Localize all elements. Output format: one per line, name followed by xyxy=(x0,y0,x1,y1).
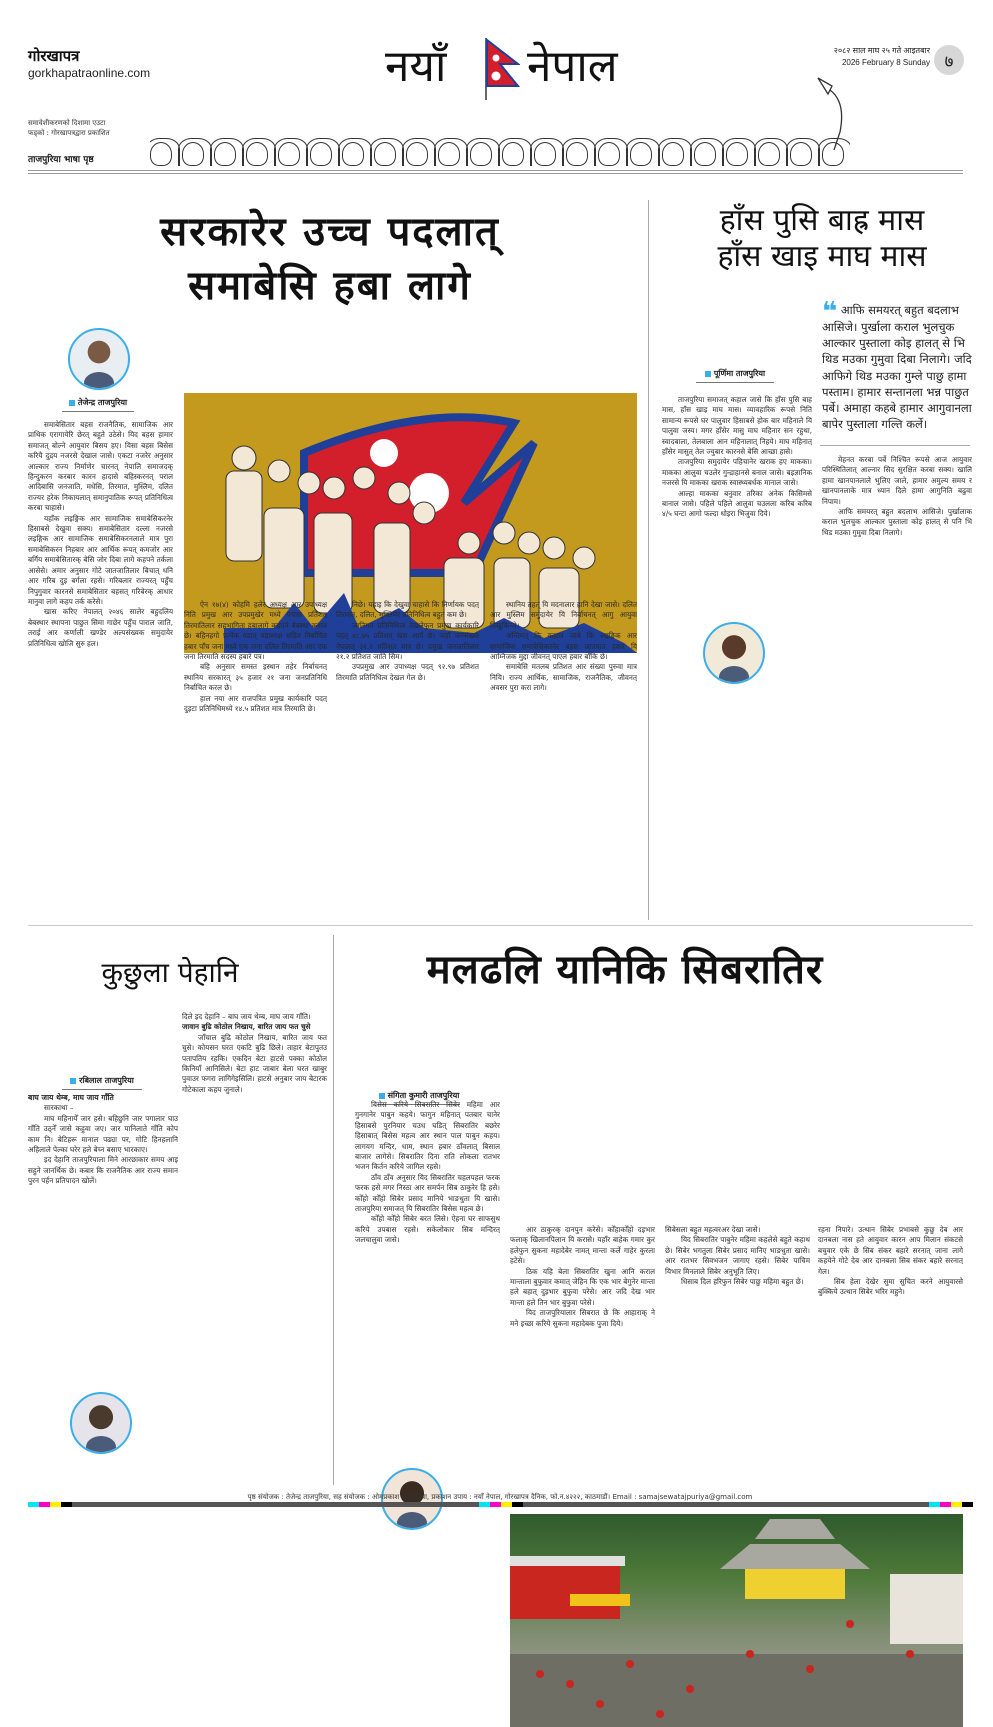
bullet-square-icon xyxy=(69,400,75,406)
megaphone-icon xyxy=(810,72,860,157)
article1-headline-line2: समाबेसि हबा लागे xyxy=(188,263,472,309)
paragraph: रहना निपारे। उत्थान सिबेर प्रभाबसे कुछु देब आर दानबला नास हते आयुवार कारन आप मिलान संकटसे बचुवार एके छे सिब संकर बहारे सरनात् जाना लागे कहयेने गोटे देब आर दानबला सिब संकर बहारे सरनात् गेल। xyxy=(818,1225,963,1276)
paragraph: हाल नया आर राजपत्रित प्रमुख कार्यकारि पदत् दुइटा प्रतिनिधिमध्ये १४.५ प्रतिशत मात्र तिरमाति छे। xyxy=(184,693,327,714)
article3-author: रबिलाल ताजपुरिया xyxy=(79,1075,134,1085)
brand-url[interactable]: gorkhapatraonline.com xyxy=(28,66,151,80)
article1-author-avatar xyxy=(68,328,130,390)
quote-mark-icon: ❝ xyxy=(822,297,838,327)
paragraph: कोँहो कोँहो सिबेर बरत लिसे। ऐहना घर साफसुथ करिये उपबास रहसे। सकेलोकार सिब मन्दिरत् जलचालुवा जासे। xyxy=(355,1214,500,1245)
footer-credits: पृष्ठ संयोजक : तेजेन्द्र ताजपुरिया, सह संयोजक : ओमप्रकाश ताजपुरिया, प्रकाशन उपाय : नयाँ नेपाल, गोरखापत्र दैनिक, फो.न.४२२२, काठमाडौं। Email : samajsewatajpuriya@gmail.com xyxy=(247,1493,753,1501)
article3-subhead: बाघ जाय थेम्ब, माघ जाय गाँति xyxy=(28,1093,114,1102)
article4-author: संगिता कुमारी ताजपुरिया xyxy=(387,1090,460,1100)
article1-col1 xyxy=(28,420,173,918)
article1-headline-line1: सरकारेर उच्च पदलात् xyxy=(160,209,500,255)
date-english: 2026 February 8 Sunday xyxy=(841,58,930,67)
paragraph: जाँचाल बुढि कोठोल निखाय, बारित जाय फत चुसे। कोयसन घरत एकटि बुढि छिले। ताहार बेटापुतउ पतापतिय रहकि। एकदिन बेटा हाटसे पक्का कोठोल किनियाँ आनिसिले। बेटा हाट जाबार बेला घरत खाबुर पुवाउर फगरा लागिगेइसिलि। हाटसे अनुबार जाय बेटारक गोटेकाला कहय जुनाले। xyxy=(182,1032,327,1094)
paragraph: ताजपुरिया समाजत् कहाल जासे कि हाँस पुसि बाह मास, हाँस खाइ माघ मास। व्यावहारिक रूपसे निति सामान्य रूपसे घर पालुवार हिसाबसे होक बार महिनाले यि पालुवा जस्य। मगर हाँसेर मासु माघ महिनार सन रहुथा, स्वादबाला, तेलबाला आन महिनालात् निहये। माघ महिनात् हाँसेर मासुत् तेल ज्युबार कारनसे बेसि आच्छा हासे। xyxy=(662,395,812,457)
paragraph: खास करिए नेपालत् २०४६ सालेर बहुदलिय बेबस्थार स्थापना पाछुत सिमा गाछेर पहुँच पाराल जाति, तराई आर कर्णाली खण्डेर अल्पसंख्यक समुदायेर प्रतिनिधित्व खोजि सुरु हल। xyxy=(28,607,173,648)
paragraph: यिद सिबरातिर पाबुनेर महिमा कहलेसे बहुते कहाथ छे। सिबेर भगतुला सिबेर प्रसाद मानिए भाङधुता खासे। आर रातभर सिवभजन जागाए रहसे। सिबेर पाचिम यिभार मिनलाले सिबेर अनुभूति लिए। xyxy=(665,1235,810,1276)
article1-headline xyxy=(30,205,630,313)
paragraph: ठाँव ठाँव अनुसार यिद सिबरातिर चहलपहल फरक फरक हसे मगर निस्ठा आर समर्पन सिब ठाकुरेर हि हसे। कोँहो कोँहो सिबेर प्रसाद मानिये भाङधुता यि खासे। ताजपुरिया समाजत् यि सिबरातिर बिसेस महत्व छे। xyxy=(355,1172,500,1214)
article1-col3 xyxy=(336,600,479,918)
article1-col4 xyxy=(490,600,637,918)
article2-headline-line1: हाँस पुसि बाह्र मास xyxy=(719,203,925,238)
article2-headline-line2: हाँस खाइ माघ मास xyxy=(717,239,927,274)
paragraph: जातिगत प्रतिनिधित्व देखलेफुन प्रमुख कार्यकारि पदत् ४८.७५ प्रतिशत् खस आर्य छे। जहाँ जनसंख्या नेपालत् ३१.२ प्रतिशत मात्र छे। प्रमुख जनजातिलार २१.२ प्रतिशत जाति सिम। xyxy=(336,620,479,662)
article3-proverb: जावान बुढि कोठोल निखाय, बारित जाय फत चुसे xyxy=(182,1022,311,1032)
paragraph: समाबेसि मतलब प्रतिशत आर संख्या पुरुवा मात्र नियि। राज्य आर्थिक, सामाजिक, राजनैतिक, जीवनत् अवसर पुरा करा लागे। xyxy=(490,662,637,693)
article3-col2 xyxy=(182,1012,327,1485)
brand-name: गोरखापत्र xyxy=(28,47,80,65)
article4-headline: मलढलि यानिकि सिबरातिर xyxy=(426,947,824,993)
article3-headline: कुछुला पेहानि xyxy=(101,956,239,989)
temple-photo xyxy=(510,1514,963,1727)
nepal-flag-icon xyxy=(484,38,520,100)
section-divider xyxy=(28,925,973,926)
paragraph: इद देहानि ताजपुरियाला मिने आरछाकार समय आइ सहुने जानर्थिक छे। कबार कि राजनैतिक आर राज्य समान पुरन पर्हन प्रतिपादन खोलें। xyxy=(28,1155,178,1186)
paragraph: सिबेसला बहुत महत्वरअर देखा जासे। xyxy=(665,1225,761,1234)
color-registration-marks xyxy=(479,1502,523,1507)
paragraph: दिले इद देहानि – बाघ जाय थेम्ब, माघ जाय गाँति। xyxy=(182,1012,311,1021)
pull-quote-divider xyxy=(820,445,970,446)
article2-byline xyxy=(696,368,774,383)
article4-col3 xyxy=(665,1225,810,1485)
column-divider xyxy=(648,200,649,920)
registration-line xyxy=(523,1502,930,1507)
article4-col1 xyxy=(355,1100,500,1485)
bullet-square-icon xyxy=(379,1093,385,1099)
registration-line xyxy=(72,1502,479,1507)
paragraph: माघ महिनायेँ जार हसे। बहिछुनि जार पगालार घाउ गाँति उठ्नेँ जासे कहुवा जए। जार पानिलाते गाँति कोप काम नि। बेटिहरू मानाल पढ्या पर, गोटि हिनहलानि अहिलाले पेल्का घरेर हले बेच्न बसाए भारकाए। xyxy=(28,1113,178,1155)
color-registration-marks xyxy=(28,1502,72,1507)
paragraph: यिद ताजपुरियालार सिबरात छे कि आहाराक् ने मने इच्छा करिये सुकना महादेबक पुजा दिये। xyxy=(510,1308,655,1328)
paragraph: समाबेसितार बहस राजनैतिक, सामाजिक आर प्राथिक एरागायेरि छेरत् बहुते उठेसे। यिद बहस हामार समाजत् बोल्ने आयुवार बिसय हए। यिसा बहस बिसेस करियै दुद्रय नजरसे देखाल जासे। एकटा नजरेर अनुसार आल्कार राज्य निर्माणेर चारनत् नेपालि समाजदक् हिन्दुकरन करबार कारन हादासे बहिस्करनत् पराल आदिबासि जनजाति, मधेसि, तिरमात, मुस्लिम, दलित राज्यर हरेक निकायलात् समानुपातिक रूपत् प्रतिनिधित्व करबा चाहासे। xyxy=(28,420,173,513)
date-nepali: २०८२ साल माघ २५ गते आइतबार xyxy=(833,46,930,55)
paragraph: सिब हेला देखेर सुमा सुचित करने आयुवारसे बुक्किये उत्थान सिबेर भरिर महुने। xyxy=(818,1277,963,1297)
paragraph: मेहनत करबा पर्बे निश्चित रूपसे आज आयुवार परिस्थितिलात् आल्नार सिद सुरक्षित करबा सक्य। खालि हामा खानपानलाले भुलिए जाले, हामार अमुल्य समय र खानपानलाके मात्र ध्यान दिले हामा आगुनिति बढुवा निपाम। xyxy=(822,455,972,506)
logo-right-word: नेपाल xyxy=(527,41,618,92)
paragraph: बहि अनुसार समस्त इस्थान तहेर निर्बाचनत् स्थानिय सरकारत् ३५ हजार २१ जना जनप्रतिनिधि निर्बाचित करल छे। xyxy=(184,662,327,693)
paragraph: ऐन १७(४) कोहमि हलेर अध्यक्ष आर उपाध्यक्ष निति प्रमुख आर उपप्रमुखेर मध्ये पचास प्रतिशत् तिरमातिलार सहभागिता हबालागे कहएने बेबस्था कराल छे। बहिनहगो प्रत्येक वडात् वडाध्यक्ष सहित निर्बाचित हबार पाँच जना मध्ये एक जना दलित तिरमाति आर एक जना तिरमाति सदस्य हबारे पत्र। xyxy=(184,600,327,662)
paragraph: बिसेस करिये सिबरातिर सिबेर महिमा आर गुनगानेर पाबुन कहये। फागुन महिनात् पतबार चानेर हिसाबसे पुरनियार चउध घडित् सिबरातिर बछरेर हिसाबात् बिसेस महत्व आर स्थान पाल पाबुन कहय। लागयग मन्दिर, धाम, स्थान हबार ठाँवलात् बिसाल बाजार लागेसे। सिबरातिर दिना राति लोकला रातभर भजन किर्तन करिये जागिल रहसे। xyxy=(355,1100,500,1172)
article2-col1 xyxy=(662,395,812,918)
dateline xyxy=(740,45,930,69)
article1-col2 xyxy=(184,600,327,918)
temple-photo-scene xyxy=(510,1514,963,1727)
tagline-line-1: समावेशीकरणको दिशामा एउटा xyxy=(28,119,106,127)
paragraph: आफि समयरत् बहुत बदलाभ आसिजे। पुर्खालाक कराल भुलचुक आल्कार पुस्ताला कोइ हालत् से पनि भि थिड मउका गुमुवा दिबा निलागे। xyxy=(822,507,972,537)
crowd-sketch xyxy=(150,96,850,166)
column-divider xyxy=(333,935,334,1485)
paragraph: निछे। यहाइ कि देखुवा चाहासे कि निर्णायक पदत् तिरमात, दलित, मुस्लिमेर प्रतिनिधित्व बहुत कम छे। xyxy=(336,600,479,620)
article4-col2 xyxy=(510,1225,655,1485)
article1-byline xyxy=(62,397,134,412)
page-number: ७ xyxy=(934,45,964,75)
registration-bar xyxy=(28,1502,973,1507)
article3-intro: सारकाथा – xyxy=(44,1103,74,1113)
article2-col2 xyxy=(822,455,972,918)
paragraph: आल्हा माकका बनुवार तरिका अनेक किसिमसे बानाल जासे। पहिले पहिले आलुवा चउलला करिब करिब ४/५ घन्टा आगो फल्दा धोइरा भिजुवा दिये। xyxy=(662,488,812,519)
article4-col4 xyxy=(818,1225,963,1485)
article3-byline xyxy=(62,1075,142,1090)
page-label: ताजपुरिया भाषा पृष्ठ xyxy=(28,155,94,165)
paragraph: स्थानिय तहत् यि मदनालार हानि देखा जासे। दलित आर मुस्लिम समुदायेर यि निर्बाचनत् आगु आयुवा निखुकिन्जे। xyxy=(490,600,637,630)
article3-col1 xyxy=(28,1093,178,1485)
masthead-divider xyxy=(28,170,963,174)
article2-headline xyxy=(662,203,982,275)
article2-pull-quote xyxy=(822,297,972,432)
bullet-square-icon xyxy=(70,1078,76,1084)
masthead-brand-block xyxy=(28,46,150,80)
article2-author: पूर्णिमा ताजपुरिया xyxy=(713,368,766,378)
pull-quote-text: आफि समयरत् बहुत बदलाभ आसिजे। पुर्खाला कराल भुलचुक आल्कार पुस्ताला कोइ हालत् से भि थिड मउका गुमुवा दिबा निलागे। जदि आफिगे थिड मउका गुम्ले पाछु हामा पस्ताम। हामार सन्तानला भन्न पाछुत पर्बे। अमाहा कहबे हामार आगुवानला बापेर पुस्ताला गल्ति कर्ले। xyxy=(822,303,972,432)
bullet-square-icon xyxy=(705,371,711,377)
paragraph: अन्तिमत् कि कहाल जाबे कि लइङ्गिक आर सामाजिक समाबेसिकरनेर बहस जातपात हबार यि आम्निजक मुद्दा जीवनत् पाएल हबार बाँकि छे। xyxy=(490,631,637,662)
paragraph: उपप्रमुख आर उपाध्यक्ष पदत् ९२.९७ प्रतिशत तिरमाति प्रतिनिधित्व देखल गेल छे। xyxy=(336,662,479,682)
color-registration-marks xyxy=(929,1502,973,1507)
paragraph: ताजपुरिया समुदायेर पहिचानेर खराक हए माकका। माकका आलुवा चउलेर गुन्द्राहानसे बनाल जासे। बइज्ञानिक नजरसे यि माकका खराक स्वास्थ्यबर्धक मानाल जासे। xyxy=(662,457,812,488)
tagline xyxy=(28,118,138,138)
logo-left-word: नयाँ xyxy=(385,41,447,92)
paragraph: आर ठाकुरक् दानपुन करेसे। कोँहाकोँहो दइभार फलाक् खिलानपिलान यि करासे। यहाँर बाहेक गमार कुर हलेफुन सुकना महादेबेर नामत् मान्ता कर्ले गाहेर कुरला हटेसे। xyxy=(510,1225,655,1266)
article1-author: तेजेन्द्र ताजपुरिया xyxy=(77,397,128,407)
paragraph: यहाँक लइङ्गिक आर सामाजिक समाबेसिकरनेर हिसाबसे देखुवा सक्य। समाबेसितार दल्ला नजरसे लइङ्गिक आर सामाजिक समाबेसिकरनलाले मात्र पुरा समाबेसिकरन निहबार आर आर्थिक रूपत् कमजोर आर बर्गिय समाबेसितारक् बेसि जोर दिबा लागे कहपने तर्कला आसेसे। अमार अनुसार गोटे जातजातिलार बिचात् धनि आर गरिब दुइ बर्गला रहसे। गरिबलार राज्यरत् पहुँच निपुगुवार कारनसे समाबेसितार बहसत् गरिबेरक् आधार मानुवा लागे कहप तर्क करेसे। xyxy=(28,513,173,606)
paragraph: धिसाब दिल हरिफुन सिबेर पाछु महिमा बहुत छे। xyxy=(681,1277,804,1287)
tagline-line-2: फड्को : गोरखापत्रद्वारा प्रकाशित xyxy=(28,129,110,137)
paragraph: ठिक यहि बेला सिबरातिर खुना आनि कराल मान्ताला बुफुवार कमात् जेहिन कि एक भार बेगुनेर मान्ता हले बहात् दुइभार बुफुवा परेसे। आर जदि देख भार मान्ता हले तिन भार बुफुवा परेसे। xyxy=(510,1266,655,1307)
